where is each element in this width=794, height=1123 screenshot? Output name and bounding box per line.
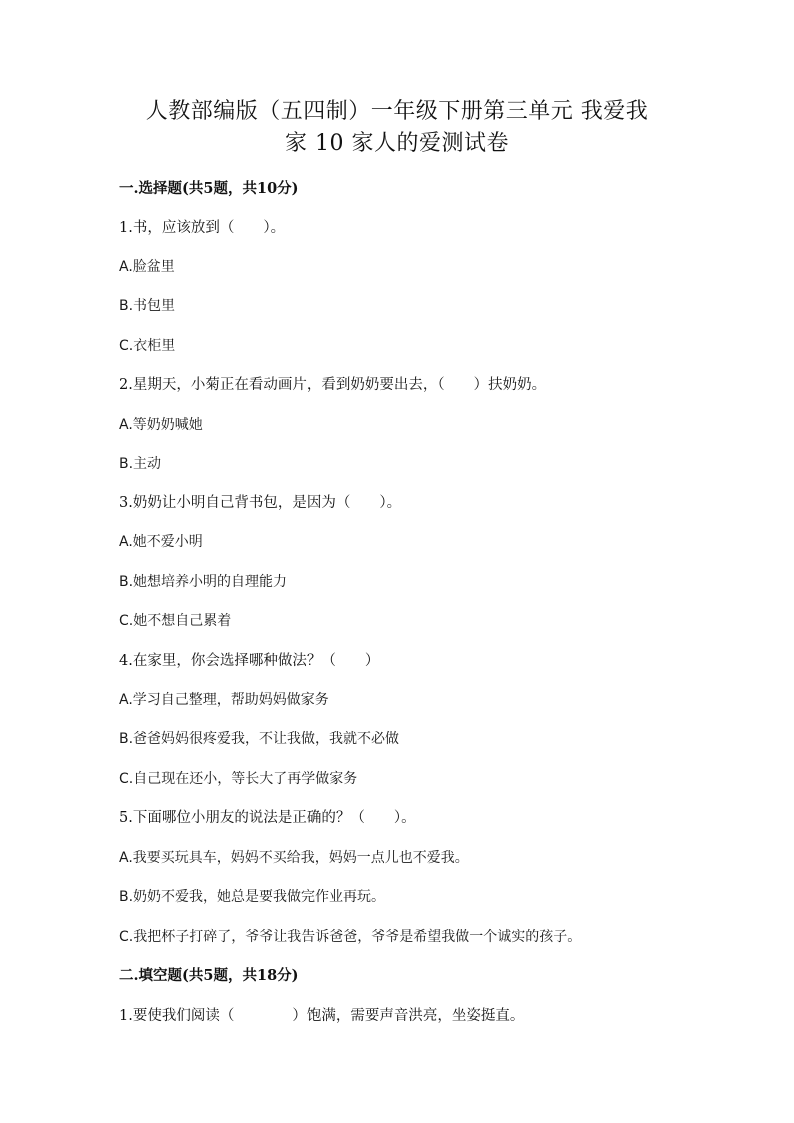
question-1-3-option-a: A.她不爱小明 xyxy=(119,534,203,550)
question-1-2: 2.星期天，小菊正在看动画片，看到奶奶要出去，（ ）扶奶奶。 xyxy=(119,377,547,393)
question-1-4-option-b: B.爸爸妈妈很疼爱我，不让我做，我就不必做 xyxy=(119,731,400,747)
document-title-line-2: 家 10 家人的爱测试卷 xyxy=(285,131,509,156)
question-1-5-option-c: C.我把杯子打碎了，爷爷让我告诉爸爸，爷爷是希望我做一个诚实的孩子。 xyxy=(119,929,582,945)
question-1-5-option-b: B.奶奶不爱我，她总是要我做完作业再玩。 xyxy=(119,889,386,905)
question-1-3: 3.奶奶让小明自己背书包，是因为（ ）。 xyxy=(119,495,402,511)
question-1-4-option-c: C.自己现在还小，等长大了再学做家务 xyxy=(119,771,358,787)
question-1-5-option-a: A.我要买玩具车，妈妈不买给我，妈妈一点儿也不爱我。 xyxy=(119,850,469,866)
question-1-2-option-a: A.等奶奶喊她 xyxy=(119,417,203,433)
question-1-5: 5.下面哪位小朋友的说法是正确的？（ ）。 xyxy=(119,810,416,826)
question-1-1-option-a: A.脸盆里 xyxy=(119,259,175,275)
question-2-1: 1.要使我们阅读（ ）饱满，需要声音洪亮，坐姿挺直。 xyxy=(119,1008,525,1024)
question-1-1: 1.书，应该放到（ ）。 xyxy=(119,220,286,236)
question-1-4: 4.在家里，你会选择哪种做法？（ ） xyxy=(119,653,380,669)
section-heading-fill-in-blank: 二.填空题(共5题，共18分) xyxy=(119,967,299,984)
section-heading-multiple-choice: 一.选择题(共5题，共10分) xyxy=(119,180,299,197)
question-1-3-option-b: B.她想培养小明的自理能力 xyxy=(119,574,288,590)
question-1-1-option-b: B.书包里 xyxy=(119,298,176,314)
document-title-line-1: 人教部编版（五四制）一年级下册第三单元 我爱我 xyxy=(145,99,649,124)
question-1-1-option-c: C.衣柜里 xyxy=(119,338,176,354)
question-1-3-option-c: C.她不想自己累着 xyxy=(119,613,232,629)
question-1-2-option-b: B.主动 xyxy=(119,456,162,472)
question-1-4-option-a: A.学习自己整理，帮助妈妈做家务 xyxy=(119,692,329,708)
